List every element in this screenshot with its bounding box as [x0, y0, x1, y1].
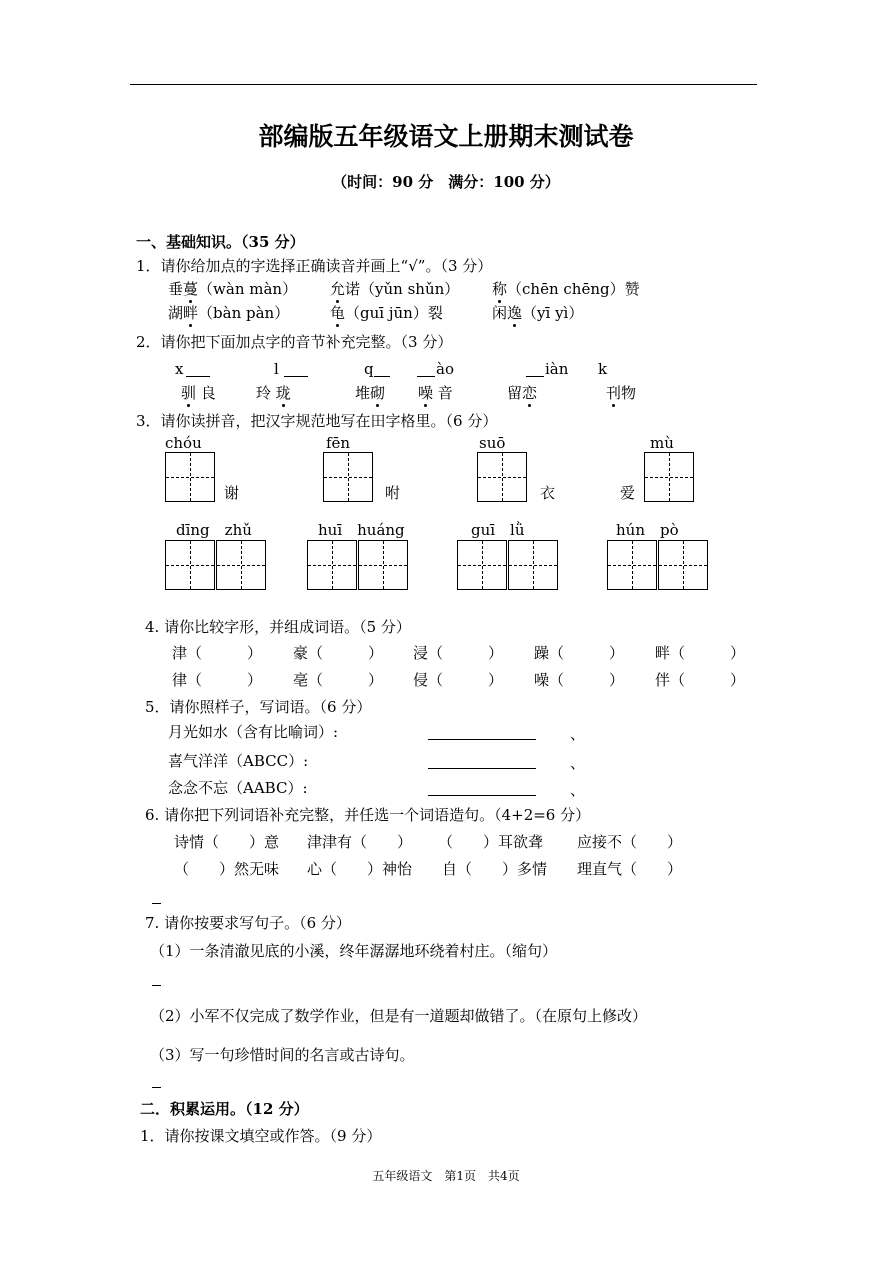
- tianzige-box[interactable]: [658, 540, 708, 590]
- q3-pinyin: suō: [479, 434, 506, 452]
- answer-blank: [417, 376, 435, 377]
- pinyin-blank: ào: [436, 360, 454, 378]
- section-2-q1-prompt: 1．请你按课文填空或作答。（9 分）: [140, 1127, 382, 1145]
- exam-info: （时间：90 分 满分：100 分）: [332, 173, 560, 191]
- pinyin-blank: iàn: [545, 360, 569, 378]
- q6-item: 自（ ）多情: [442, 860, 548, 878]
- q3-pinyin: hún pò: [616, 521, 679, 539]
- q1-item: 闲逸（yī yì）: [492, 304, 584, 322]
- q3-prompt: 3．请你读拼音，把汉字规范地写在田字格里。（6 分）: [136, 412, 498, 430]
- q5-comma: 、: [570, 781, 586, 799]
- q4-item: 躁（ ）: [534, 644, 625, 662]
- tianzige-box[interactable]: [307, 540, 357, 590]
- q5-comma: 、: [570, 725, 586, 743]
- q2-prompt: 2．请你把下面加点字的音节补充完整。（3 分）: [136, 333, 453, 351]
- answer-line[interactable]: [152, 985, 161, 986]
- q1-item: 湖畔（bàn pàn）: [168, 304, 290, 322]
- q4-item: 津（ ）: [172, 644, 263, 662]
- q6-item: 诗情（ ）意: [174, 833, 280, 851]
- tianzige-box[interactable]: [457, 540, 507, 590]
- q5-item: 月光如水（含有比喻词）:: [168, 723, 339, 741]
- q3-pinyin: guī lǜ: [471, 521, 525, 539]
- answer-blank: [526, 376, 544, 377]
- q4-item: 畔（ ）: [655, 644, 746, 662]
- q3-pinyin: huī huáng: [318, 521, 405, 539]
- q4-item: 浸（ ）: [413, 644, 504, 662]
- q2-word: 留恋: [507, 384, 538, 402]
- tianzige-box[interactable]: [607, 540, 657, 590]
- q7-sentence-3: （3）写一句珍惜时间的名言或古诗句。: [150, 1046, 415, 1064]
- answer-line[interactable]: [428, 739, 536, 740]
- pinyin-blank: l: [274, 360, 279, 378]
- q6-item: 应接不（ ）: [577, 833, 683, 851]
- tianzige-box[interactable]: [165, 540, 215, 590]
- answer-blank: [284, 376, 308, 377]
- q6-item: 津津有（ ）: [307, 833, 413, 851]
- q4-item: 伴（ ）: [655, 671, 746, 689]
- q2-word: 噪 音: [418, 384, 453, 402]
- q1-item: 称（chēn chēng）赞: [492, 280, 640, 298]
- page-footer: 五年级语文 第1页 共4页: [372, 1169, 520, 1183]
- tianzige-box[interactable]: [477, 452, 527, 502]
- q5-item: 喜气洋洋（ABCC）:: [168, 752, 309, 770]
- pinyin-blank: q: [364, 360, 374, 378]
- q4-item: 亳（ ）: [293, 671, 384, 689]
- q4-item: 豪（ ）: [293, 644, 384, 662]
- q5-comma: 、: [570, 754, 586, 772]
- page-title: 部编版五年级语文上册期末测试卷: [258, 122, 634, 151]
- answer-line[interactable]: [428, 795, 536, 796]
- q2-word: 堆砌: [355, 384, 386, 402]
- tianzige-box[interactable]: [323, 452, 373, 502]
- q1-prompt: 1．请你给加点的字选择正确读音并画上“√”。（3 分）: [136, 257, 493, 275]
- answer-blank: [374, 376, 390, 377]
- top-rule: [130, 84, 757, 85]
- q3-char: 爱: [620, 484, 636, 502]
- q1-item: 龟（guī jūn）裂: [330, 304, 443, 322]
- q5-prompt: 5．请你照样子，写词语。（6 分）: [145, 698, 372, 716]
- q6-item: 理直气（ ）: [577, 860, 683, 878]
- q6-item: 心（ ）神怡: [307, 860, 413, 878]
- q7-sentence-1: （1）一条清澈见底的小溪，终年潺潺地环绕着村庄。（缩句）: [150, 942, 558, 960]
- pinyin-blank: k: [598, 360, 608, 378]
- section-2-heading: 二．积累运用。（12 分）: [140, 1100, 309, 1118]
- q6-item: （ ）然无味: [174, 860, 280, 878]
- q3-char: 咐: [385, 484, 401, 502]
- q6-item: （ ）耳欲聋: [438, 833, 544, 851]
- q4-item: 律（ ）: [172, 671, 263, 689]
- q3-pinyin: chóu: [165, 434, 202, 452]
- q2-word: 刊物: [606, 384, 637, 402]
- q6-prompt: 6. 请你把下列词语补充完整，并任选一个词语造句。（4+2=6 分）: [145, 806, 591, 824]
- q1-item: 允诺（yǔn shǔn）: [330, 280, 460, 298]
- answer-line[interactable]: [152, 1087, 161, 1088]
- q3-pinyin: mù: [650, 434, 674, 452]
- tianzige-box[interactable]: [358, 540, 408, 590]
- tianzige-box[interactable]: [508, 540, 558, 590]
- q4-item: 侵（ ）: [413, 671, 504, 689]
- q1-item: 垂蔓（wàn màn）: [168, 280, 298, 298]
- answer-blank: [186, 376, 210, 377]
- q4-item: 噪（ ）: [534, 671, 625, 689]
- pinyin-blank: x: [175, 360, 184, 378]
- answer-line[interactable]: [428, 768, 536, 769]
- q3-char: 谢: [224, 484, 240, 502]
- q2-word: 玲 珑: [256, 384, 291, 402]
- q3-pinyin: fēn: [326, 434, 351, 452]
- q3-pinyin: dīng zhǔ: [176, 521, 252, 539]
- q4-prompt: 4. 请你比较字形，并组成词语。（5 分）: [145, 618, 411, 636]
- tianzige-box[interactable]: [216, 540, 266, 590]
- answer-line[interactable]: [152, 903, 161, 904]
- q2-word: 驯 良: [181, 384, 216, 402]
- tianzige-box[interactable]: [644, 452, 694, 502]
- q7-sentence-2: （2）小军不仅完成了数学作业，但是有一道题却做错了。（在原句上修改）: [150, 1007, 648, 1025]
- q5-item: 念念不忘（AABC）:: [168, 779, 308, 797]
- tianzige-box[interactable]: [165, 452, 215, 502]
- q3-char: 衣: [540, 484, 556, 502]
- q7-prompt: 7. 请你按要求写句子。（6 分）: [145, 914, 351, 932]
- section-1-heading: 一、基础知识。（35 分）: [136, 233, 305, 251]
